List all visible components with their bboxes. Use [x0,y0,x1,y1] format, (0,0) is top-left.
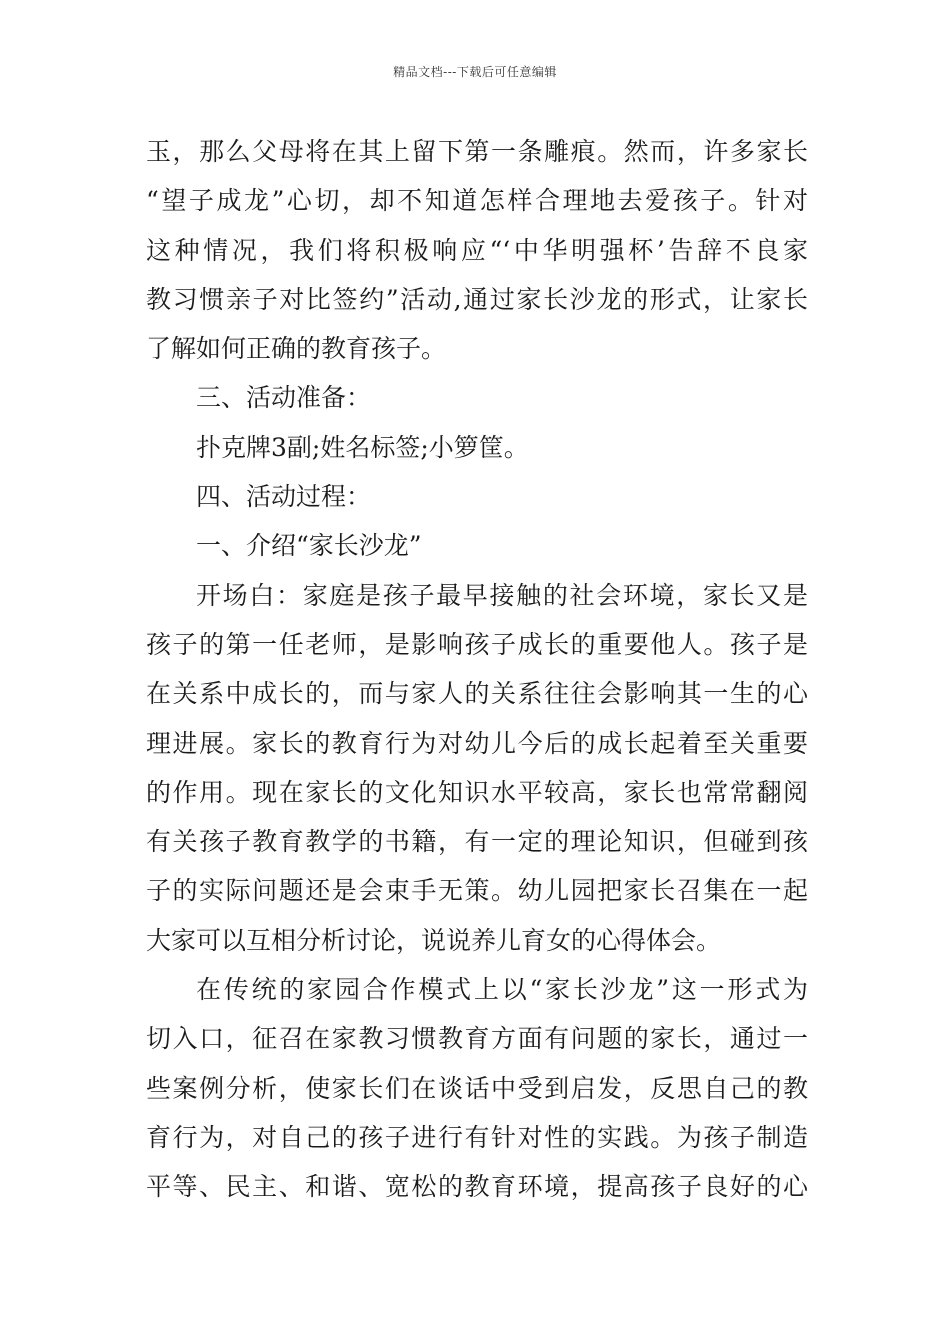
text-line: 有关孩子教育教学的书籍，有一定的理论知识，但碰到孩 [146,827,808,857]
section-heading: 三、活动准备： [196,383,372,413]
section-heading: 一、介绍“家长沙龙” [196,531,422,561]
text-line: 平等、民主、和谐、宽松的教育环境，提高孩子良好的心 [146,1172,808,1202]
text-line: “望子成龙”心切，却不知道怎样合理地去爱孩子。针对 [146,186,808,216]
text-line: 扑克牌3副;姓名标签;小箩筐。 [196,432,529,462]
section-heading: 四、活动过程： [196,482,372,512]
text-line: 育行为，对自己的孩子进行有针对性的实践。为孩子制造 [146,1122,808,1152]
text-line: 这种情况，我们将积极响应“‘中华明强杯’告辞不良家 [146,235,808,265]
text-line: 在关系中成长的，而与家人的关系往往会影响其一生的心 [146,679,808,709]
text-line: 孩子的第一任老师，是影响孩子成长的重要他人。孩子是 [146,629,808,659]
text-line: 些案例分析，使家长们在谈话中受到启发，反思自己的教 [146,1073,808,1103]
text-line: 教习惯亲子对比签约”活动,通过家长沙龙的形式，让家长 [146,284,808,314]
text-line: 的作用。现在家长的文化知识水平较高，家长也常常翻阅 [146,777,808,807]
text-line: 切入口，征召在家教习惯教育方面有问题的家长，通过一 [146,1024,808,1054]
text-line: 开场白：家庭是孩子最早接触的社会环境，家长又是 [196,580,808,610]
text-line: 大家可以互相分析讨论，说说养儿育女的心得体会。 [146,925,722,955]
page-header: 精品文档---下载后可任意编辑 [393,65,557,79]
document-body [146,127,808,1212]
text-line: 理进展。家长的教育行为对幼儿今后的成长起着至关重要 [146,728,808,758]
text-line: 子的实际问题还是会束手无策。幼儿园把家长召集在一起 [146,876,808,906]
text-line: 了解如何正确的教育孩子。 [146,334,447,364]
text-line: 玉，那么父母将在其上留下第一条雕痕。然而，许多家长 [146,137,808,166]
text-line: 在传统的家园合作模式上以“家长沙龙”这一形式为 [196,975,808,1005]
